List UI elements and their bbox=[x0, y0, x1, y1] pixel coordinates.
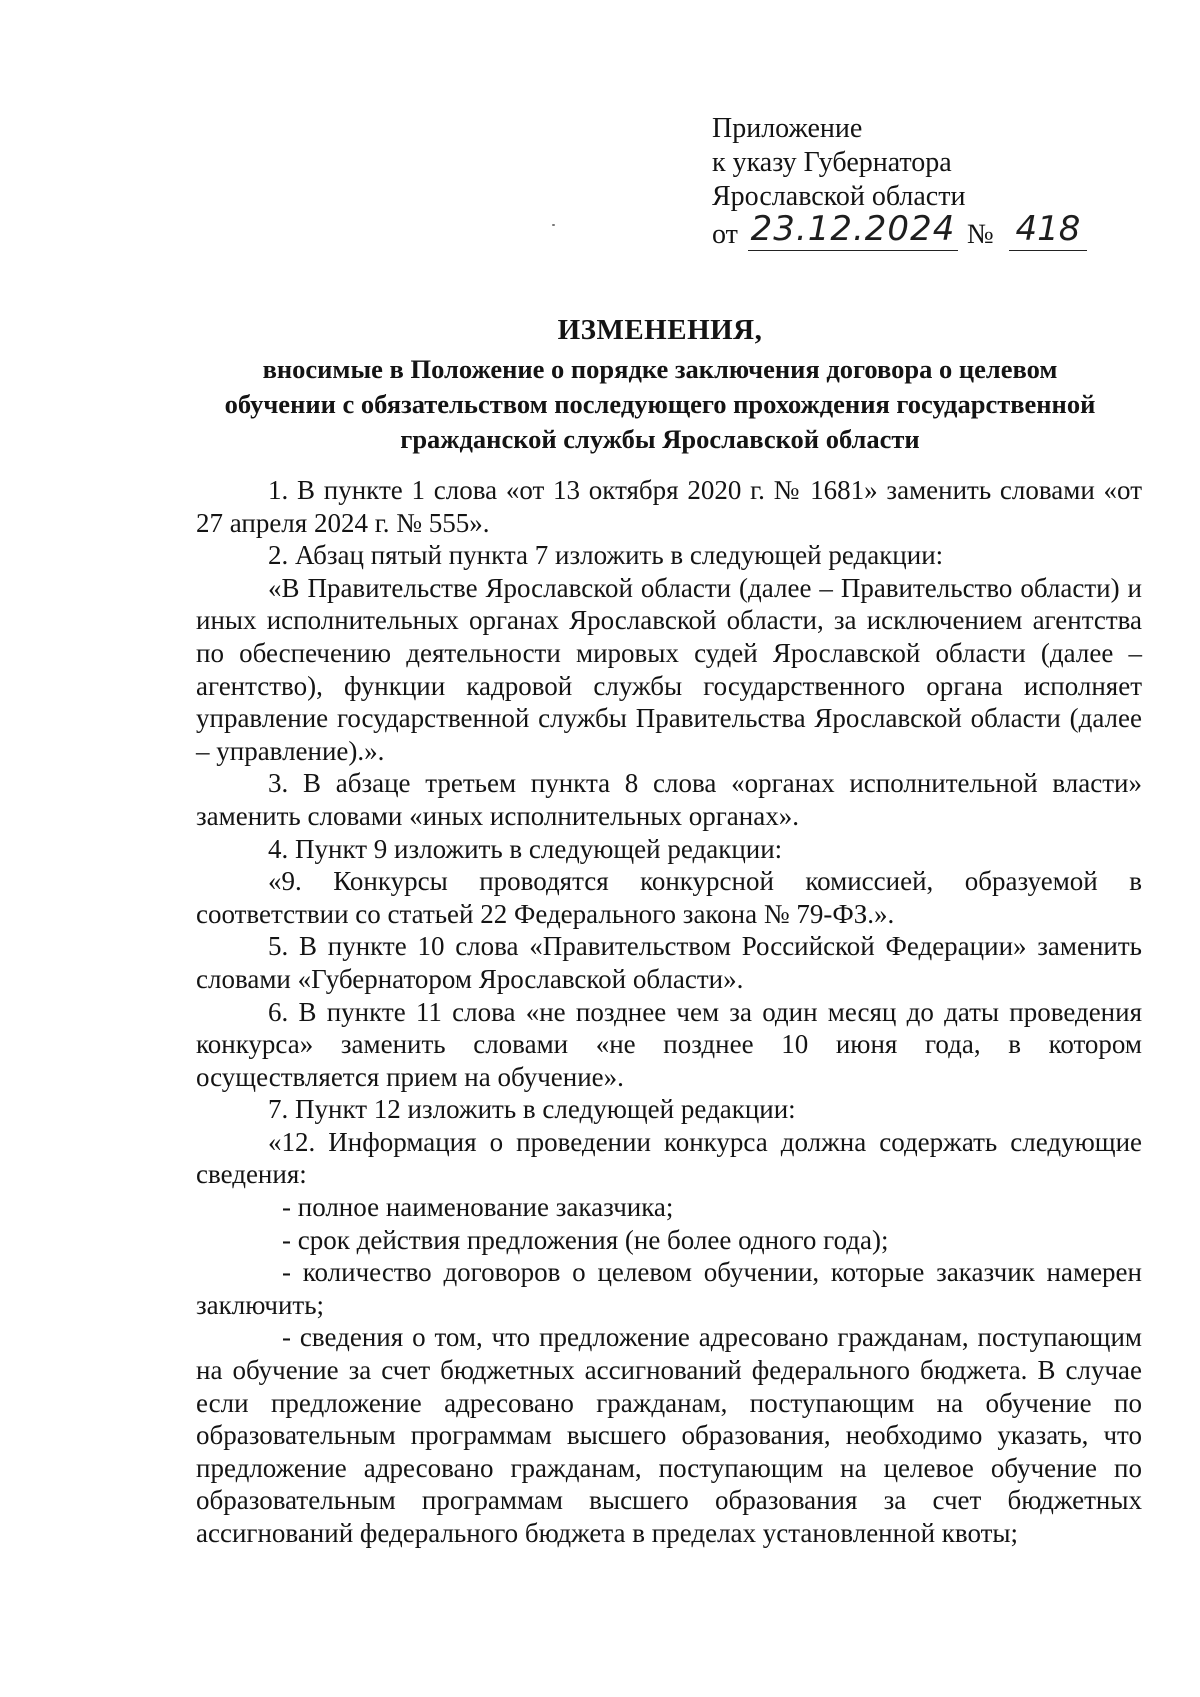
paragraph-7-quote: «12. Информация о проведении конкурса должна содержать следующие сведения: bbox=[196, 1126, 1142, 1190]
paragraph-4: 4. Пункт 9 изложить в следующей редакции: bbox=[268, 833, 783, 864]
subtitle-line-2: обучении с обязательством последующего прохождения государственной bbox=[224, 389, 1096, 419]
subtitle-line-1: вносимые в Положение о порядке заключения договора о целевом bbox=[262, 354, 1058, 384]
appendix-header bbox=[712, 112, 1081, 254]
subtitle-line-3: гражданской службы Ярославской области bbox=[400, 424, 920, 454]
appendix-decree-line: к указу Губернатора bbox=[712, 147, 952, 178]
title-main: ИЗМЕНЕНИЯ, bbox=[557, 314, 763, 346]
handwritten-date: 23.12.2024 bbox=[750, 209, 956, 249]
paragraph-5: 5. В пункте 10 слова «Правительством Российской Федерации» заменить словами «Губернатором Ярославской области». bbox=[196, 931, 1142, 994]
list-item: - срок действия предложения (не более одного года); bbox=[282, 1224, 889, 1255]
paragraph-2: 2. Абзац пятый пункта 7 изложить в следующей редакции: bbox=[268, 540, 944, 571]
paragraph-3: 3. В абзаце третьем пункта 8 слова «органах исполнительной власти» заменить словами «иных исполнительных органах». bbox=[196, 768, 1142, 831]
title-subtitle bbox=[180, 352, 1140, 457]
paragraph-6: 6. В пункте 11 слова «не позднее чем за один месяц до даты проведения конкурса» заменить словами «не позднее 10 июня года, в котором осуществляется прием на обучение». bbox=[196, 996, 1142, 1092]
appendix-region-line: Ярославской области bbox=[712, 181, 966, 212]
paragraph-1: 1. В пункте 1 слова «от 13 октября 2020 г. № 1681» заменить словами «от 27 апреля 2024 г. № 555». bbox=[196, 475, 1142, 538]
number-underline bbox=[1009, 250, 1087, 251]
list-item: - количество договоров о целевом обучении, которые заказчик намерен заключить; bbox=[196, 1257, 1142, 1320]
handwritten-number: 418 bbox=[1015, 209, 1081, 249]
document-title bbox=[180, 312, 1140, 457]
number-label: № bbox=[967, 219, 994, 250]
date-label: от bbox=[712, 219, 738, 250]
appendix-title: Приложение bbox=[712, 113, 863, 144]
document-body bbox=[196, 474, 1142, 1550]
appendix-date-number-line bbox=[712, 209, 1081, 254]
list-item: - полное наименование заказчика; bbox=[282, 1192, 674, 1223]
scan-speck bbox=[552, 224, 555, 226]
paragraph-4-quote: «9. Конкурсы проводятся конкурсной комиссией, образуемой в соответствии со статьей 22 Федерального закона № 79-ФЗ.». bbox=[196, 866, 1142, 929]
paragraph-2-quote: «В Правительстве Ярославской области (далее – Правительство области) и иных исполнительных органах Ярославской области, за исключением агентства по обеспечению деятельности мировых судей Ярославской области (далее – агентство), функции кадровой службы государственного органа исполняет управление государственной службы Правительства Ярославской области (далее – управление).». bbox=[196, 572, 1142, 766]
list-item: - сведения о том, что предложение адресовано гражданам, поступающим на обучение за счет бюджетных ассигнований федерального бюджета. В случае если предложение адресовано гражданам, поступающим на обучение по образовательным программам высшего образования, необходимо указать, что предложение адресовано гражданам, поступающим на целевое обучение по образовательным программам высшего образования за счет бюджетных ассигнований федерального бюджета в пределах установленной квоты; bbox=[196, 1322, 1142, 1548]
date-underline bbox=[748, 250, 958, 251]
paragraph-7: 7. Пункт 12 изложить в следующей редакции: bbox=[268, 1094, 796, 1125]
